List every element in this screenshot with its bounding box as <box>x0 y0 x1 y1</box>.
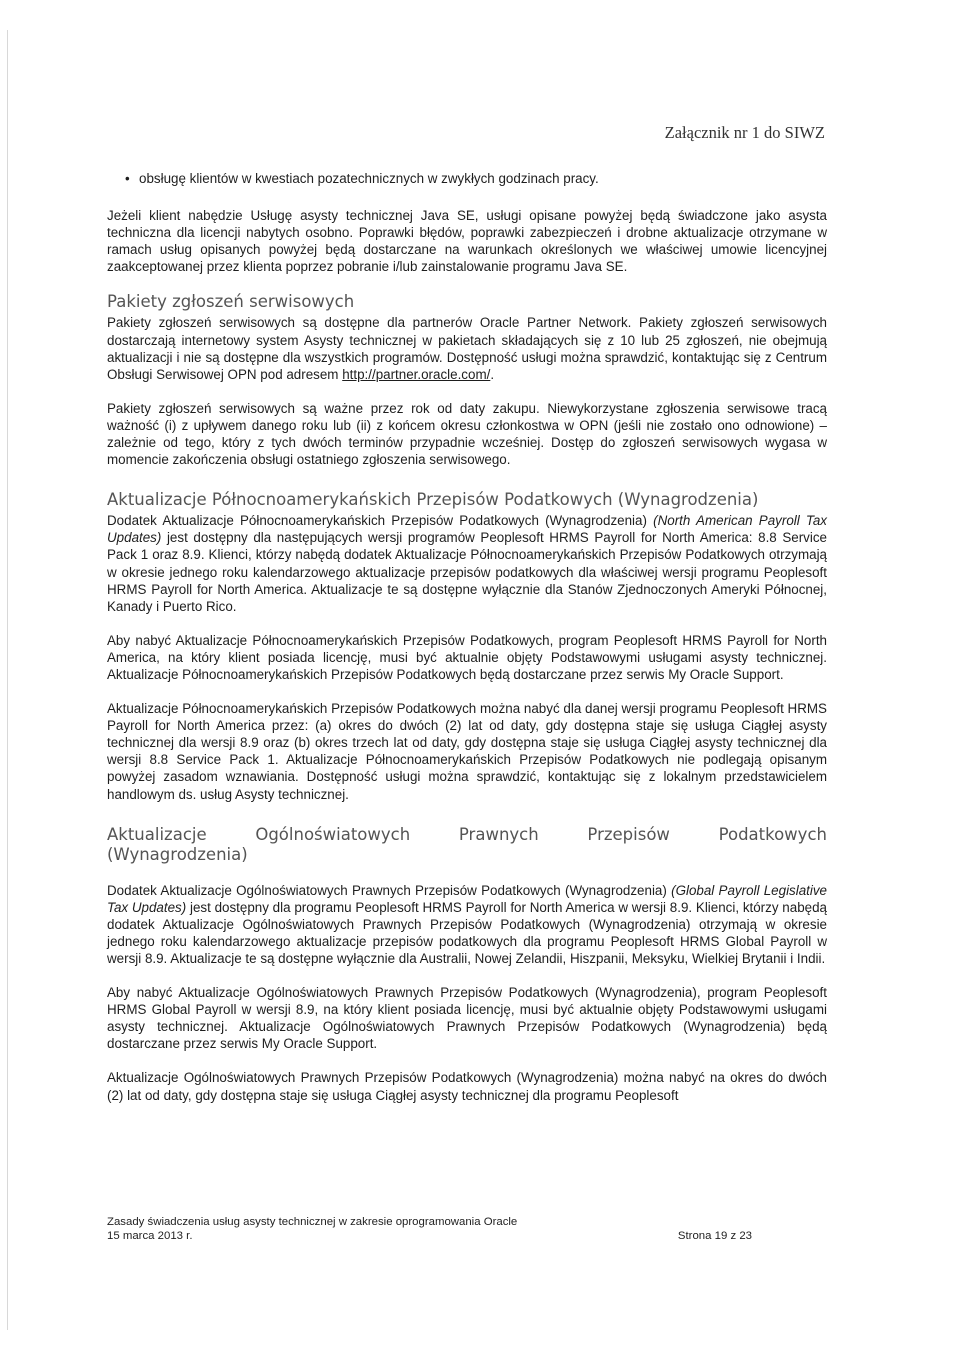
paragraph-north-america-3: Aktualizacje Północnoamerykańskich Przepisów Podatkowych można nabyć dla danej wersji programu Peoplesoft HRMS Payroll for North America przez: (a) okres do dwóch (2) lat od daty, gdy dostępna staje się usługa Ciągłej asysty technicznej dla wersji 8.9 oraz (b) okres trzech lat od daty, gdy dostępna staje się usługa Ciągłej asysty technicznej dla wersji 8.8 Service Pack 1. Aktualizacje Północnoamerykańskich Przepisów Podatkowych nie podlegają opisanym powyżej zasadom wznawiania. Dostępność usługi można sprawdzić, kontaktując się z lokalnym przedstawicielem handlowym ds. usług Asysty technicznej. <box>107 701 827 802</box>
footer-date: 15 marca 2013 r. <box>107 1230 193 1242</box>
footer-page-number: Strona 19 z 23 <box>677 1230 752 1242</box>
paragraph-service-packs-1: Pakiety zgłoszeń serwisowych są dostępne dla partnerów Oracle Partner Network. Pakiety zgłoszeń serwisowych dostarczają internetowy system Asysty technicznej w pakietach składających się z 10 lub 25 zgłoszeń, nie obejmują aktualizacji i nie są dostępne dla wszystkich programów. Dostępność usługi można sprawdzić, kontaktując się z Centrum Obsługi Serwisowej OPN pod adresem http://partner.oracle.com/. <box>107 315 827 382</box>
paragraph-global-2: Aby nabyć Aktualizacje Ogólnoświatowych Prawnych Przepisów Podatkowych (Wynagrodzenia), program Peoplesoft HRMS Global Payroll w wersji 8.9, na który klient posiada licencję, musi być aktualnie objęty Podstawowymi usługami asysty technicznej. Aktualizacje Ogólnoświatowych Prawnych Przepisów Podatkowych (Wynagrodzenia) będą dostarczane przez serwis My Oracle Support. <box>107 985 827 1052</box>
paragraph-north-america-2: Aby nabyć Aktualizacje Północnoamerykańskich Przepisów Podatkowych, program Peoplesoft HRMS Payroll for North America, na który klient posiada licencję, musi być aktualnie objęty Podstawowymi usługami asysty technicznej. Aktualizacje Północnoamerykańskich Przepisów Podatkowych będą dostarczane przez serwis My Oracle Support. <box>107 632 827 682</box>
page-footer <box>107 1215 752 1243</box>
bullet-dot-icon: • <box>125 171 130 186</box>
annex-label: Załącznik nr 1 do SIWZ <box>664 123 825 142</box>
scan-edge <box>7 30 8 1330</box>
heading-service-packs: Pakiety zgłoszeń serwisowych <box>107 292 355 312</box>
heading-global-tax: Aktualizacje Ogólnoświatowych Prawnych Przepisów Podatkowych (Wynagrodzenia) <box>107 824 827 864</box>
paragraph-north-america-1: Dodatek Aktualizacje Północnoamerykańskich Przepisów Podatkowych (Wynagrodzenia) (North American Payroll Tax Updates) jest dostępny dla następujących wersji programów Peoplesoft HRMS Payroll for North America: 8.8 Service Pack 1 oraz 8.9. Klienci, którzy nabędą dodatek Aktualizacje Północnoamerykańskich Przepisów Podatkowych otrzymają w okresie jednego roku kalendarzowego aktualizacje przepisów podatkowych dla właściwej wersji programu Peoplesoft HRMS Payroll for North America. Aktualizacje te są dostępne wyłącznie dla Stanów Zjednoczonych Ameryki Północnej, Kanady i Puerto Rico. <box>107 513 827 614</box>
paragraph-service-packs-2: Pakiety zgłoszeń serwisowych są ważne przez rok od daty zakupu. Niewykorzystane zgłoszenia serwisowe tracą ważność (i) z upływem danego roku lub (ii) z końcem okresu członkostwa w OPN (jeśli nie zostało ono odnowione) – zależnie od tego, który z tych dwóch terminów przypadnie wcześniej. Dostęp do zgłoszeń serwisowych wygasa w momencie zakończenia obsługi ostatniego zgłoszenia serwisowego. <box>107 400 827 468</box>
paragraph-java-se: Jeżeli klient nabędzie Usługę asysty technicznej Java SE, usługi opisane powyżej będą świadczone jako asysta techniczna dla licencji nabytych osobno. Poprawki błędów, poprawki zabezpieczeń i drobne aktualizacje otrzymane w ramach usług opisanych powyżej będą dostarczane na warunkach określonych we właściwej umowie licencyjnej zaakceptowanej przez klienta poprzez pobranie i/lub zainstalowanie programu Java SE. <box>107 208 827 275</box>
partner-link[interactable]: http://partner.oracle.com/ <box>342 366 491 382</box>
bullet-text: obsługę klientów w kwestiach pozatechnicznych w zwykłych godzinach pracy. <box>139 171 599 186</box>
footer-title: Zasady świadczenia usług asysty technicznej w zakresie oprogramowania Oracle <box>107 1216 518 1228</box>
paragraph-global-1: Dodatek Aktualizacje Ogólnoświatowych Prawnych Przepisów Podatkowych (Wynagrodzenia) (Global Payroll Legislative Tax Updates) jest dostępny dla programu Peoplesoft HRMS Payroll for North America w wersji 8.9. Klienci, którzy nabędą dodatek Aktualizacje Ogólnoświatowych Prawnych Przepisów Podatkowych (Wynagrodzenia) otrzymają w okresie jednego roku kalendarzowego aktualizacje przepisów podatkowych dla programu Peoplesoft HRMS Global Payroll w wersji 8.9. Aktualizacje te są dostępne wyłącznie dla Australii, Nowej Zelandii, Hiszpanii, Meksyku, Wielkiej Brytanii i Indii. <box>107 882 827 966</box>
paragraph-global-3: Aktualizacje Ogólnoświatowych Prawnych Przepisów Podatkowych (Wynagrodzenia) można nabyć na okres do dwóch (2) lat od daty, gdy dostępna staje się usługa Ciągłej asysty technicznej dla programu Peoplesoft <box>107 1070 827 1103</box>
heading-north-america-tax: Aktualizacje Północnoamerykańskich Przepisów Podatkowych (Wynagrodzenia) <box>107 490 759 510</box>
bullet-item <box>107 170 827 187</box>
document-body <box>107 170 827 1121</box>
